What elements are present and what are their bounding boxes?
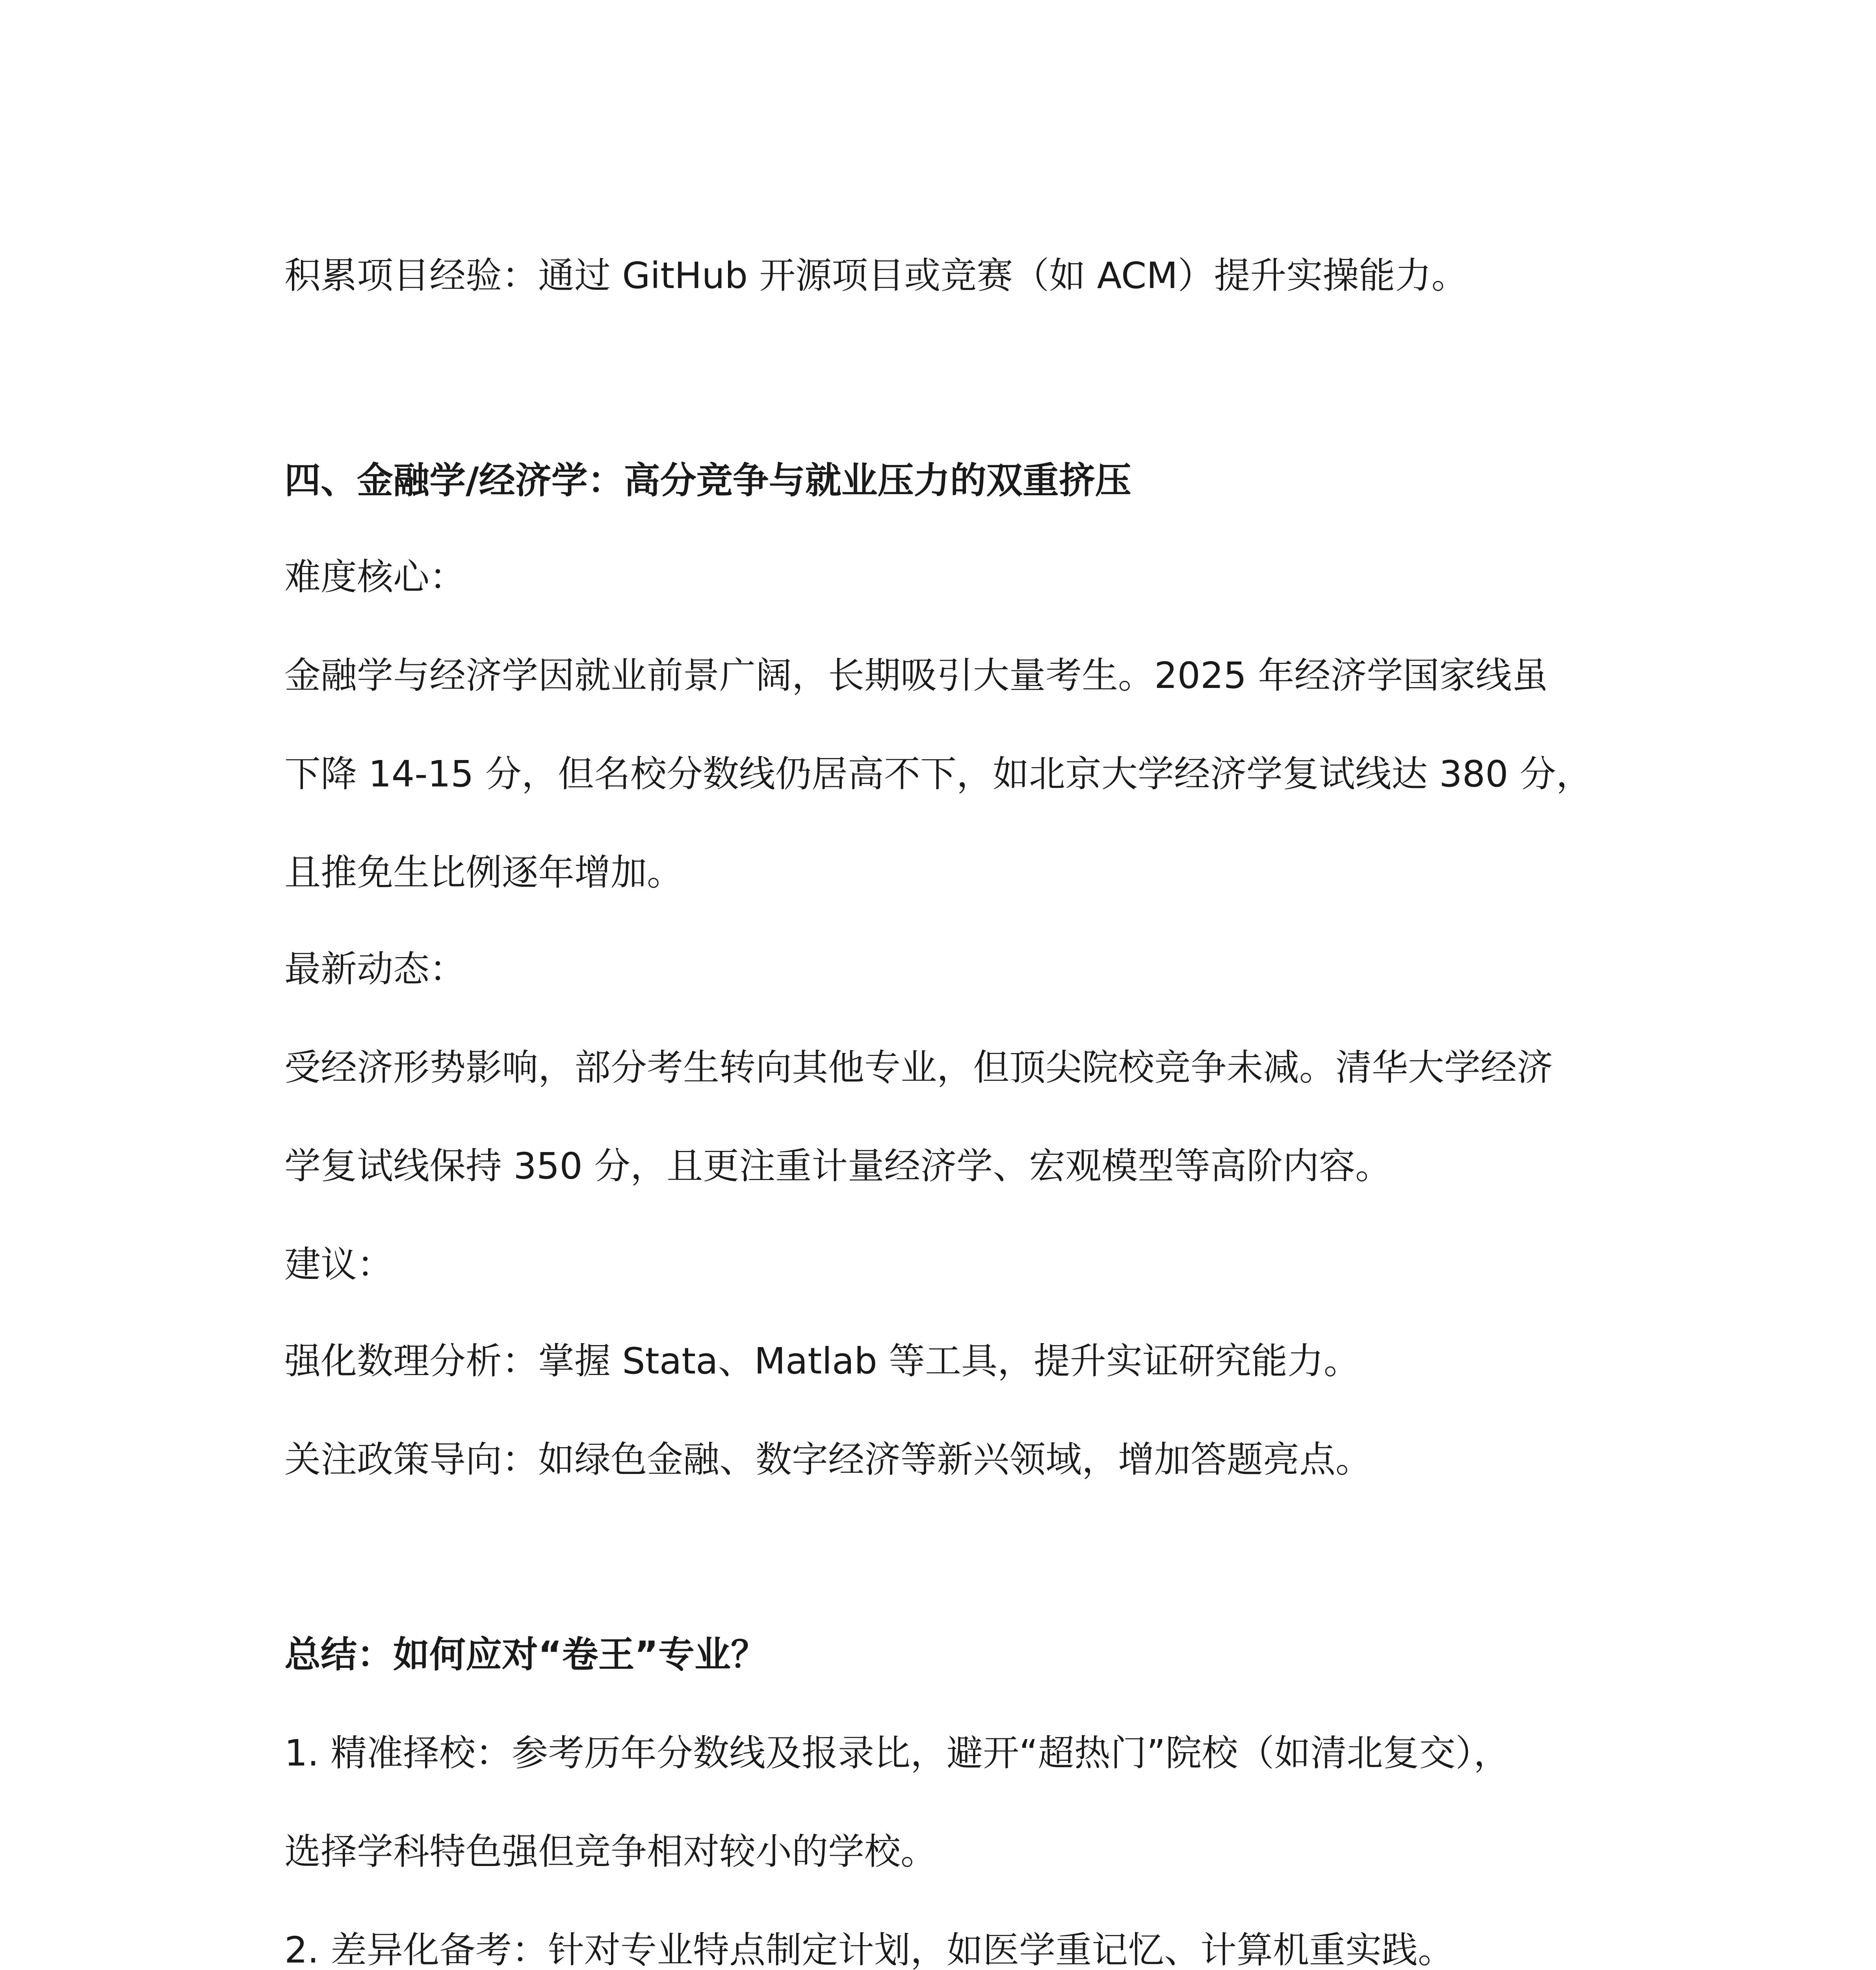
paragraph-line: 金融学与经济学因就业前景广阔，长期吸引大量考生。2025 年经济学国家线虽	[284, 654, 1548, 697]
summary-item: 2. 差异化备考：针对专业特点制定计划，如医学重记忆、计算机重实践。	[284, 1929, 1454, 1970]
paragraph-line: 且推免生比例逐年增加。	[284, 851, 684, 894]
section-heading-finance-economics: 四、金融学/经济学：高分竞争与就业压力的双重挤压	[284, 459, 1131, 502]
summary-item: 1. 精准择校：参考历年分数线及报录比，避开“超热门”院校（如清北复交），	[284, 1732, 1510, 1774]
label-latest-news: 最新动态：	[284, 948, 466, 990]
suggestion-item: 强化数理分析：掌握 Stata、Matlab 等工具，提升实证研究能力。	[284, 1340, 1360, 1382]
label-difficulty-core: 难度核心：	[284, 556, 466, 598]
summary-item-continued: 选择学科特色强但竞争相对较小的学校。	[284, 1831, 937, 1873]
section-heading-summary: 总结：如何应对“卷王”专业？	[284, 1634, 767, 1676]
paragraph-line: 学复试线保持 350 分，且更注重计量经济学、宏观模型等高阶内容。	[284, 1145, 1392, 1187]
suggestion-item: 关注政策导向：如绿色金融、数字经济等新兴领域，增加答题亮点。	[284, 1438, 1372, 1481]
label-suggestions: 建议：	[284, 1243, 394, 1286]
paragraph-line: 下降 14-15 分，但名校分数线仍居高不下，如北京大学经济学复试线达 380 分，	[284, 753, 1592, 795]
text-line-project-experience: 积累项目经验：通过 GitHub 开源项目或竞赛（如 ACM）提升实操能力。	[284, 255, 1468, 297]
paragraph-line: 受经济形势影响，部分考生转向其他专业，但顶尖院校竞争未减。清华大学经济	[284, 1046, 1553, 1089]
